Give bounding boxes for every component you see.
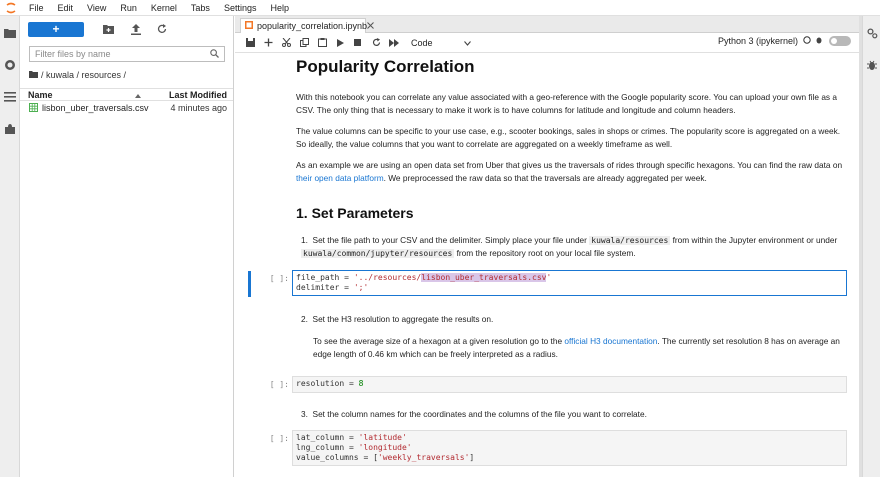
step-1 — [301, 234, 846, 260]
folder-icon[interactable] — [3, 26, 17, 40]
breadcrumb-folder-icon[interactable] — [29, 70, 38, 80]
kernel-idle-icon — [803, 36, 811, 46]
fast-forward-icon[interactable] — [387, 36, 401, 50]
extensions-puzzle-icon[interactable] — [3, 122, 17, 136]
cut-icon[interactable] — [279, 36, 293, 50]
open-data-platform-link[interactable]: their open data platform — [296, 173, 384, 183]
code-cell-file-path[interactable]: file_path = '../resources/lisbon_uber_traversals.csv' delimiter = ';' — [292, 270, 847, 296]
column-name-header[interactable]: Name — [28, 89, 53, 100]
code-common-resources-path: kuwala/common/jupyter/resources — [303, 249, 453, 258]
restart-kernel-icon[interactable] — [369, 36, 383, 50]
step-3-text: Set the column names for the coordinates and the columns of the file you want to correlate. — [312, 409, 647, 419]
h3-documentation-link[interactable]: official H3 documentation — [564, 336, 658, 346]
paste-icon[interactable] — [315, 36, 329, 50]
step-2-text: Set the H3 resolution to aggregate the results on. — [312, 314, 494, 324]
file-list-header — [20, 88, 233, 101]
notebook-icon — [245, 21, 253, 31]
property-inspector-gears-icon[interactable] — [865, 26, 879, 40]
insert-cell-icon[interactable] — [261, 36, 275, 50]
code-resources-path: kuwala/resources — [591, 236, 669, 245]
cell-prompt-3: [ ]: — [269, 434, 289, 443]
menu-view[interactable]: View — [87, 2, 107, 13]
menu-edit[interactable]: Edit — [57, 2, 74, 13]
running-kernels-icon[interactable] — [3, 58, 17, 72]
step-3-number: 3. — [301, 409, 313, 419]
paragraph-intro: With this notebook you can correlate any value associated with a geo-reference with the Google popularity score. You can upload your own file as a CSV. The only thing that is necessary to make it work is to have columns for latitude and longitude and column headers. — [296, 92, 838, 115]
notebook-title: Popularity Correlation — [296, 57, 475, 76]
section-heading: 1. Set Parameters — [296, 205, 414, 221]
file-filter-input[interactable] — [35, 49, 210, 59]
column-last-modified-header[interactable]: Last Modified — [169, 89, 227, 100]
cell-type-value: Code — [411, 37, 433, 48]
notebook-toolbar — [235, 33, 859, 53]
stop-kernel-icon[interactable] — [351, 36, 365, 50]
step-2-detail-b: . The currently set resolution 8 has on average an edge length of 0.46 km which can be freely interpreted as a radius. — [313, 336, 840, 359]
step-1-text-b: from within the Jupyter environment or under — [670, 235, 838, 245]
debugger-icon[interactable] — [865, 58, 879, 72]
tab-label: popularity_correlation.ipynb — [257, 21, 368, 31]
cell-type-select[interactable] — [411, 38, 471, 48]
run-cell-icon[interactable] — [333, 36, 347, 50]
file-list-item[interactable] — [20, 101, 233, 115]
debugger-bug-icon[interactable] — [815, 36, 823, 46]
close-tab-icon[interactable] — [367, 21, 374, 31]
breadcrumb-path[interactable]: / kuwala / resources / — [41, 70, 127, 80]
example-text-a: As an example we are using an open data set from Uber that gives us the traversals of rides through specific hexagons. You can find the raw data on — [296, 160, 843, 170]
menu-tabs[interactable]: Tabs — [190, 2, 210, 13]
notebook-panel — [235, 16, 859, 477]
kernel-status — [718, 36, 851, 46]
active-cell-indicator — [248, 271, 251, 297]
kernel-name[interactable]: Python 3 (ipykernel) — [717, 36, 798, 46]
menu-file[interactable]: File — [29, 2, 44, 13]
cell-prompt-1: [ ]: — [269, 274, 289, 283]
cell-prompt-2: [ ]: — [269, 380, 289, 389]
step-3 — [301, 408, 846, 421]
menu-kernel[interactable]: Kernel — [150, 2, 177, 13]
code-cell-columns[interactable]: lat_column = 'latitude' lng_column = 'longitude' value_columns = ['weekly_traversals'] — [292, 430, 847, 466]
csv-file-icon — [29, 103, 38, 114]
left-activity-bar — [0, 16, 20, 477]
table-of-contents-icon[interactable] — [3, 90, 17, 104]
sort-caret-icon[interactable] — [135, 90, 141, 100]
save-icon[interactable] — [243, 36, 257, 50]
tab-notebook[interactable] — [240, 18, 366, 33]
new-launcher-button[interactable]: + — [28, 22, 84, 37]
menu-bar — [0, 0, 880, 16]
step-2 — [301, 313, 846, 326]
debugger-toggle[interactable] — [829, 36, 851, 46]
paragraph-example — [296, 159, 846, 185]
new-folder-icon[interactable] — [101, 22, 115, 36]
step-1-text-a: Set the file path to your CSV and the delimiter. Simply place your file under — [312, 235, 590, 245]
file-browser-toolbar — [20, 16, 233, 42]
notebook-content — [235, 54, 859, 477]
breadcrumb — [29, 69, 233, 81]
highlighted-filename: lisbon_uber_traversals.csv — [421, 273, 547, 282]
step-2-detail — [313, 335, 846, 361]
file-browser-panel — [20, 16, 234, 477]
example-text-b: . We preprocessed the raw data so that the traversals are already aggregated per week. — [383, 173, 707, 183]
step-1-number: 1. — [301, 235, 313, 245]
chevron-down-icon — [464, 38, 471, 48]
menu-help[interactable]: Help — [270, 2, 289, 13]
tab-bar — [235, 16, 859, 33]
file-name: lisbon_uber_traversals.csv — [42, 103, 149, 113]
file-modified: 4 minutes ago — [170, 103, 227, 113]
step-1-text-c: from the repository root on your local file system. — [454, 248, 636, 258]
menu-settings[interactable]: Settings — [223, 2, 257, 13]
paragraph-value-columns: The value columns can be specific to your use case, e.g., scooter bookings, sales in shops or crimes. The popularity score is aggregated on a week. So ideally, the value columns that you want to correlate are aggregated on a weekly timeframe as well. — [296, 126, 841, 149]
refresh-icon[interactable] — [155, 22, 169, 36]
jupyter-logo-icon — [0, 0, 22, 16]
menu-run[interactable]: Run — [120, 2, 137, 13]
right-sidebar — [862, 16, 880, 477]
step-2-number: 2. — [301, 314, 313, 324]
copy-icon[interactable] — [297, 36, 311, 50]
search-icon — [210, 49, 219, 60]
step-2-detail-a: To see the average size of a hexagon at a given resolution go to the — [313, 336, 565, 346]
code-cell-resolution[interactable]: resolution = 8 — [292, 376, 847, 393]
file-filter-search — [29, 46, 225, 62]
upload-icon[interactable] — [129, 22, 143, 36]
